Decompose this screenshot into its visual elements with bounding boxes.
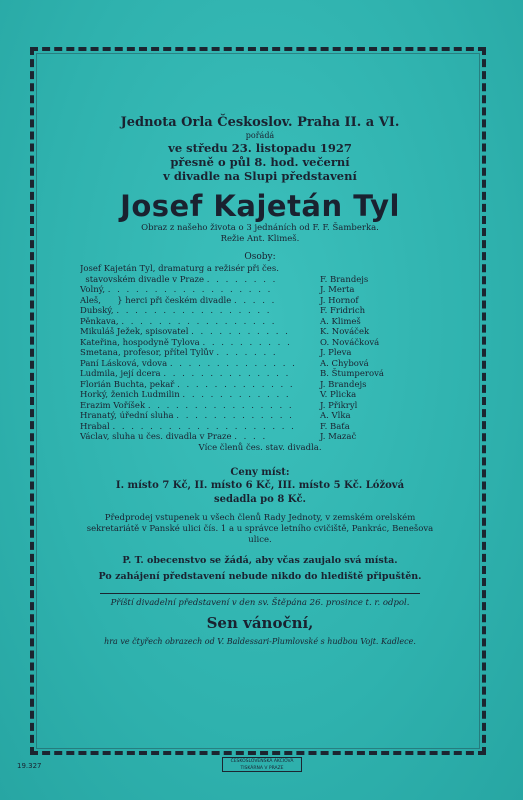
cast-row	[80, 275, 440, 286]
cast-actor: J. Pleva	[320, 348, 352, 358]
cast-actor: J. Merta	[320, 285, 355, 295]
prices-heading: Ceny míst:	[230, 466, 290, 478]
next-show-title: Sen vánoční,	[206, 613, 314, 632]
cast-actor: F. Brandejs	[320, 274, 369, 285]
cast-row	[80, 327, 440, 338]
cast-actor: J. Hornof	[320, 295, 359, 306]
cast-row	[80, 338, 440, 349]
cast-actor: O. Nováčková	[320, 337, 380, 348]
cast-row	[80, 422, 440, 433]
printer-line: ČESKOSLOVENSKÁ AKCIOVÁ	[230, 759, 294, 764]
cast-actor: J. Brandejs	[320, 379, 367, 390]
cast-row	[80, 401, 440, 412]
cast-row	[80, 432, 440, 443]
cast-role: Florián Buchta, pekař . . . . . . . . . . . . .	[80, 379, 295, 390]
cast-actor: V. Plicka	[320, 390, 357, 400]
cast-actor: A. Vlka	[320, 411, 351, 421]
cast-actor: B. Štumperová	[320, 369, 384, 379]
cast-role: Kateřina, hospodyně Tylova . . . . . . . . . .	[80, 337, 292, 348]
cast-role: Ludmila, její dcera . . . . . . . . . . . . . .	[80, 369, 291, 379]
cast-actor: A. Chybová	[320, 358, 369, 369]
cast-row	[80, 359, 440, 370]
cast-role: Paní Lásková, vdova . . . . . . . . . . . . . .	[80, 358, 297, 369]
cast-row	[80, 264, 440, 275]
presents-label: pořádá	[245, 131, 275, 140]
cast-row	[80, 380, 440, 391]
cast-heading: Osoby:	[244, 252, 276, 262]
cast-role: Volný, . . . . . . . . . . . . . . . . . .	[80, 285, 273, 295]
cast-role: Dubský, . . . . . . . . . . . . . . . . .	[80, 306, 272, 316]
next-show-info: Příští divadelní představení v den sv. Štěpána 26. prosince t. r. odpol.	[110, 597, 410, 608]
cast-role: Aleš, } herci při českém divadle . . . . .	[80, 295, 277, 306]
cast-row	[80, 411, 440, 422]
cast-role: stavovském divadle v Praze . . . . . . . .	[85, 274, 278, 285]
cast-role: Mikuláš Ježek, spisovatel . . . . . . . . . . .	[80, 327, 290, 337]
cast-row	[80, 296, 440, 307]
cast-actor: F. Baťa	[320, 421, 350, 432]
cast-actor: A. Klimeš	[320, 316, 361, 327]
next-show-description: hra ve čtyřech obrazech od V. Baldessari-Plumlovské s hudbou Vojt. Kadlece.	[104, 636, 416, 646]
play-subtitle: Obraz z našeho života o 3 jednáních od F. F. Šamberka.	[141, 223, 379, 233]
cast-actor: J. Mazač	[320, 432, 357, 442]
play-director: Režie Ant. Klimeš.	[220, 234, 300, 244]
loge-price: sedadla po 8 Kč.	[213, 493, 307, 505]
cast-role: Smetana, profesor, přítel Tylův . . . . . . .	[80, 348, 278, 358]
more-members-note: Více členů čes. stav. divadla.	[198, 442, 322, 453]
printer-stamp	[222, 757, 302, 772]
cast-role: Josef Kajetán Tyl, dramaturg a režisér při čes.	[80, 264, 279, 274]
cast-role: Hrabal . . . . . . . . . . . . . . . . . . . .	[80, 421, 296, 432]
cast-role: Horký, ženich Ludmilin . . . . . . . . . . . .	[80, 390, 291, 400]
cast-row	[80, 306, 440, 317]
separator-line	[100, 593, 420, 594]
cast-row	[80, 369, 440, 380]
event-venue: v divadle na Slupi představení	[163, 169, 357, 183]
cast-role: Pěnkava, . . . . . . . . . . . . . . . . .	[80, 316, 277, 327]
printer-line: TISKÁRNA V PRAZE	[240, 766, 284, 771]
presale-info: Předprodej vstupenek u všech členů Rady Jednoty, v zemském orelském sekretariátě v Panské ulici čís. 1 a u správce letního cvičiště, Pankrác, Benešova ulice.	[86, 512, 434, 545]
cast-list	[80, 264, 440, 443]
cast-actor: K. Nováček	[320, 327, 370, 337]
event-time: přesně o půl 8. hod. večerní	[170, 155, 350, 169]
cast-actor: F. Fridrich	[320, 306, 366, 316]
poster-content	[80, 115, 440, 647]
cast-role: Hranatý, úřední sluha . . . . . . . . . . . . .	[80, 411, 294, 421]
cast-role: Erazim Voříšek . . . . . . . . . . . . . . . .	[80, 400, 294, 411]
cast-row	[80, 348, 440, 359]
event-date: ve středu 23. listopadu 1927	[168, 141, 352, 155]
late-entry-notice: Po zahájení představení nebude nikdo do hlediště připuštěn.	[98, 570, 422, 582]
cast-row	[80, 317, 440, 328]
print-code: 19.327	[17, 762, 42, 770]
actors-group-label: herci při českém divadle	[125, 295, 232, 306]
organizer: Jednota Orla Českoslov. Praha II. a VI.	[120, 115, 400, 130]
cast-role: Václav, sluha u čes. divadla v Praze . . . .	[80, 432, 268, 442]
cast-row	[80, 390, 440, 401]
cast-actor: J. Přikryl	[320, 400, 358, 411]
audience-notice: P. T. obecenstvo se žádá, aby včas zaujalo svá místa.	[122, 554, 398, 566]
cast-row	[80, 285, 440, 296]
play-title: Josef Kajetán Tyl	[120, 189, 400, 223]
ticket-prices: I. místo 7 Kč, II. místo 6 Kč, III. místo 5 Kč. Lóžová	[115, 479, 405, 491]
